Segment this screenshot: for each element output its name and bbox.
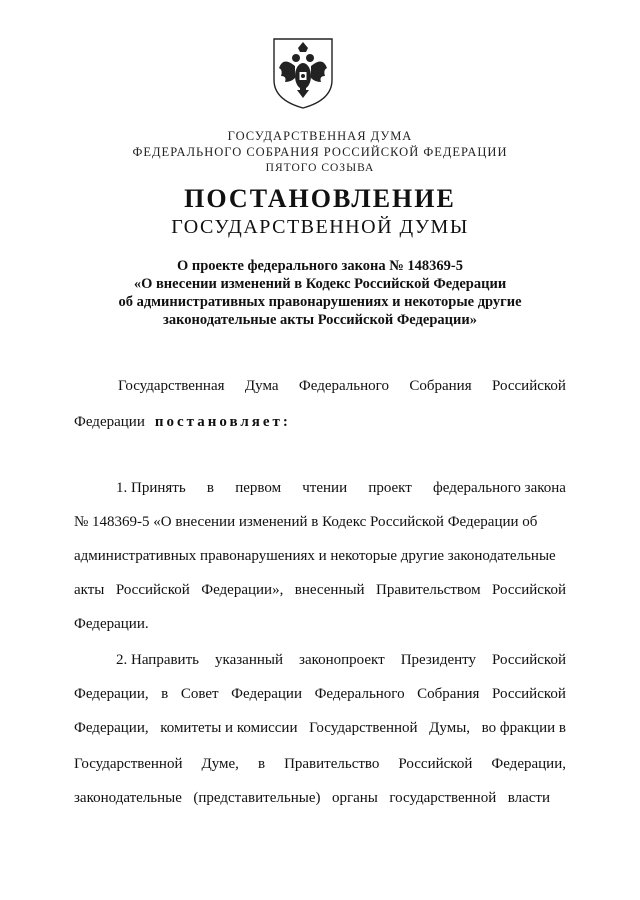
word: Дума bbox=[244, 378, 279, 394]
word: Президенту bbox=[400, 652, 477, 668]
word: законопроект bbox=[299, 652, 385, 668]
word: указанный bbox=[215, 652, 283, 668]
item1-line-5: Федерации. bbox=[74, 616, 149, 632]
item2-line-2 bbox=[74, 686, 566, 703]
word: федерального закона bbox=[433, 480, 566, 496]
word: Совет bbox=[180, 686, 219, 702]
word: Собрания bbox=[417, 686, 480, 702]
item1-line-3: административных правонарушениях и некоторые другие законодательные bbox=[74, 548, 556, 564]
word: Государственная bbox=[118, 378, 225, 394]
resolution-verb: постановляет: bbox=[154, 414, 291, 430]
item1-line-2: № 148369-5 «О внесении изменений в Кодекс Российской Федерации об bbox=[74, 514, 538, 530]
subject-line-1: О проекте федерального закона № 148369-5 bbox=[176, 258, 464, 274]
item2-line-3 bbox=[74, 720, 566, 737]
word: первом bbox=[235, 480, 282, 496]
word: Правительство bbox=[284, 756, 380, 772]
word: Российской bbox=[492, 652, 566, 668]
convocation-line: ПЯТОГО СОЗЫВА bbox=[265, 162, 375, 174]
word: Думы, bbox=[429, 720, 471, 736]
word: 2. Направить bbox=[116, 652, 199, 668]
word: власти bbox=[507, 790, 550, 806]
word: в bbox=[161, 686, 169, 702]
word: Федерального bbox=[298, 378, 389, 394]
word: акты bbox=[74, 582, 105, 598]
word: органы bbox=[331, 790, 378, 806]
preamble-line-2 bbox=[74, 414, 291, 431]
org-name-line-1: ГОСУДАРСТВЕННАЯ ДУМА bbox=[227, 129, 413, 143]
word: комитеты и комиссии bbox=[160, 720, 298, 736]
word: Федерации, bbox=[74, 720, 149, 736]
subject-line-2: «О внесении изменений в Кодекс Российской Федерации bbox=[133, 276, 507, 292]
document-issuer-title: ГОСУДАРСТВЕННОЙ ДУМЫ bbox=[171, 216, 469, 238]
word: во фракции в bbox=[481, 720, 566, 736]
word: Федерации bbox=[231, 686, 302, 702]
word: Российской bbox=[492, 582, 566, 598]
item1-line-1 bbox=[116, 480, 566, 497]
word: Правительством bbox=[376, 582, 481, 598]
word: законодательные bbox=[74, 790, 182, 806]
word: государственной bbox=[389, 790, 497, 806]
subject-line-3: об административных правонарушениях и некоторые другие bbox=[118, 294, 522, 310]
word: Федерации», bbox=[201, 582, 284, 598]
word: Собрания bbox=[409, 378, 472, 394]
word: Российской bbox=[115, 582, 190, 598]
document-type-title: ПОСТАНОВЛЕНИЕ bbox=[184, 184, 456, 213]
word: Федерации, bbox=[491, 756, 566, 772]
word: 1. Принять bbox=[116, 480, 186, 496]
word: внесенный bbox=[294, 582, 365, 598]
word: Российской bbox=[398, 756, 473, 772]
preamble-line-1 bbox=[118, 378, 566, 395]
item2-line-5 bbox=[74, 790, 550, 807]
word: Федерального bbox=[314, 686, 405, 702]
word: Федерации bbox=[74, 414, 145, 430]
item2-line-1 bbox=[116, 652, 566, 669]
item1-line-4 bbox=[74, 582, 566, 599]
word: Российской bbox=[492, 378, 566, 394]
word: проект bbox=[368, 480, 412, 496]
word: (представительные) bbox=[193, 790, 321, 806]
word: в bbox=[206, 480, 214, 496]
word: Государственной bbox=[309, 720, 418, 736]
word: Федерации, bbox=[74, 686, 149, 702]
org-name-line-2: ФЕДЕРАЛЬНОГО СОБРАНИЯ РОССИЙСКОЙ ФЕДЕРАЦИИ bbox=[132, 145, 508, 159]
word: Государственной bbox=[74, 756, 183, 772]
word: чтении bbox=[302, 480, 348, 496]
russian-coat-of-arms-icon bbox=[271, 36, 335, 110]
subject-line-4: законодательные акты Российской Федерации» bbox=[163, 312, 477, 328]
word: в bbox=[257, 756, 266, 772]
word: Думе, bbox=[201, 756, 239, 772]
item2-line-4 bbox=[74, 756, 566, 773]
word: Российской bbox=[492, 686, 566, 702]
